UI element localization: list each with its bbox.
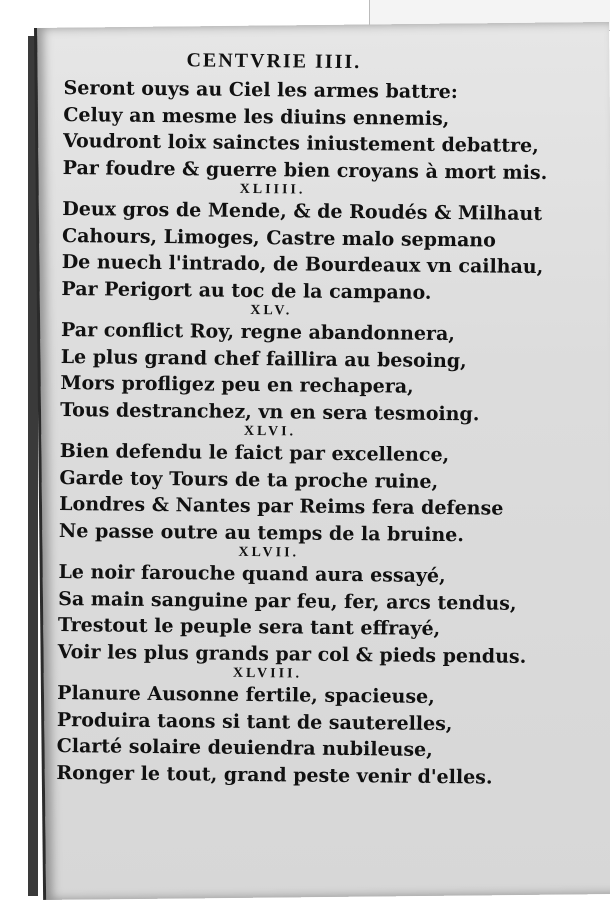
verse-line: De nuech l'intrado, de Bourdeaux vn cailhau, (61, 250, 544, 279)
verse-line: Voudront loix sainctes iniustement debattre, (62, 129, 539, 157)
quatrain (56, 680, 597, 792)
verse-line: Sa main sanguine par feu, fer, arcs tendus, (58, 587, 517, 615)
verse-line: Garde toy Tours de ta proche ruine, (59, 466, 439, 493)
verse-line: Par conflict Roy, regne abandonnera, (60, 318, 456, 346)
quatrain (60, 317, 601, 429)
quatrain-number: XLVIII. (232, 665, 303, 682)
quatrain-number: XLV. (250, 302, 293, 319)
verse-line: Voir les plus grands par col & pieds pendus. (57, 640, 527, 668)
verse-line: Produira taons si tant de sauterelles, (56, 708, 453, 735)
verse-line: Mors profligez peu en rechapera, (60, 371, 414, 398)
verse-line: Par foudre & guerre bien croyans à mort mis. (62, 156, 548, 184)
quatrain-number: XLIIII. (239, 181, 306, 198)
quatrain (59, 438, 600, 550)
verse-line: Ne passe outre au temps de la bruine. (58, 519, 465, 546)
verse-line: Londres & Nantes par Reims fera defense (59, 492, 504, 520)
verse-line: Le noir farouche quand aura essayé, (58, 560, 446, 588)
quatrain-number: XLVII. (238, 544, 300, 561)
quatrain-number: XLVI. (243, 423, 297, 440)
verse-line: Trestout le peuple sera tant effrayé, (57, 613, 441, 640)
verse-line: Le plus grand chef faillira au besoing, (60, 345, 467, 372)
verse-line: Clarté solaire deuiendra nubileuse, (56, 734, 433, 761)
quatrain (61, 196, 602, 308)
verse-line: Cahours, Limoges, Castre malo sepmano (61, 224, 496, 252)
verse-line: Deux gros de Mende, & de Roudés & Milhaut (62, 197, 543, 226)
verse-line: Bien defendu le faict par excellence, (59, 439, 450, 467)
verse-line: Ronger le tout, grand peste venir d'elles. (56, 761, 493, 789)
verse-line: Par Perigort au toc de la campano. (61, 277, 432, 304)
quatrain (63, 75, 604, 187)
verse-line: Seront ouys au Ciel les armes battre: (63, 76, 458, 104)
verse-line: Planure Ausonne fertile, spacieuse, (57, 681, 435, 708)
verse-line: Tous destranchez, vn en sera tesmoing. (60, 398, 480, 425)
page-text (56, 48, 604, 792)
verse-line: Celuy an mesme les diuins ennemis, (63, 103, 450, 130)
running-head: CENTVRIE IIII. (186, 49, 362, 74)
quatrain (58, 559, 599, 671)
